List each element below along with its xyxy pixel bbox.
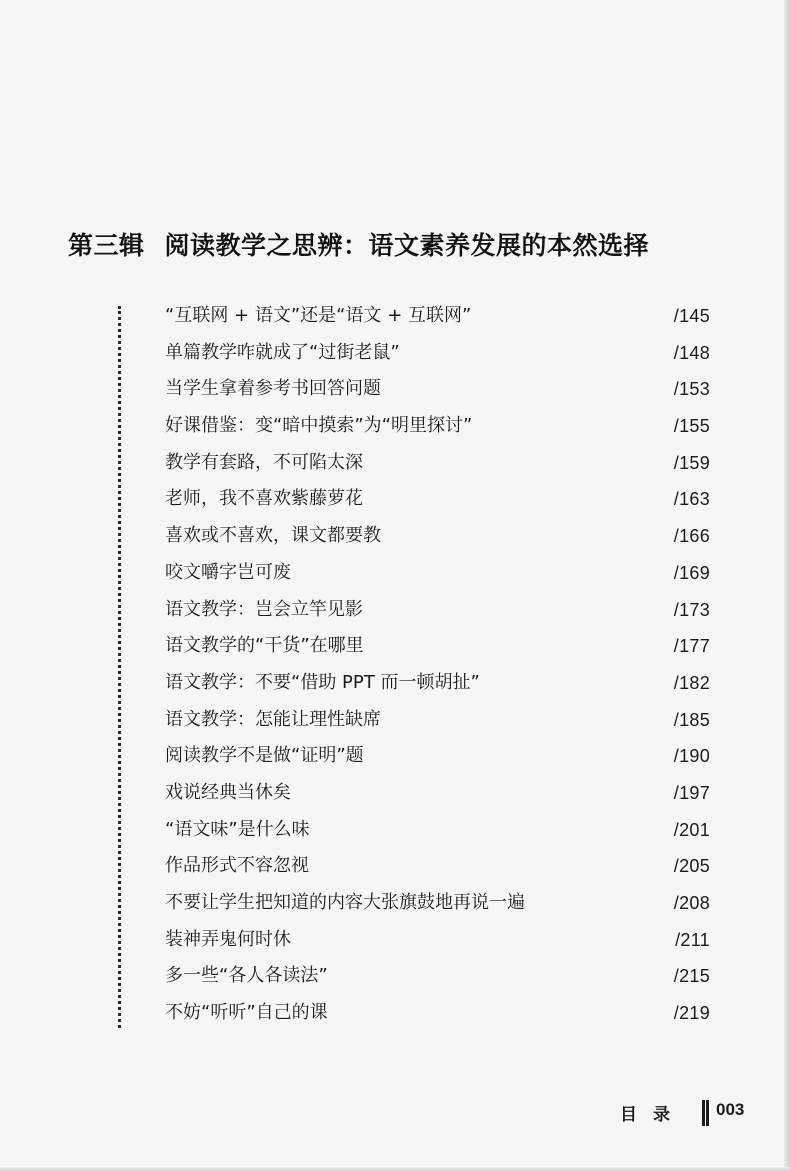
toc-entry-title: 多一些“各人各读法” — [165, 965, 328, 987]
toc-entry[interactable] — [165, 481, 710, 518]
toc-entry[interactable] — [165, 335, 710, 372]
toc-entry[interactable] — [165, 518, 710, 555]
toc-entry-title: 语文教学：不要“借助 PPT 而一顿胡扯” — [165, 671, 480, 693]
section-label: 第三辑 — [68, 231, 145, 260]
toc-entry-page: /201 — [673, 819, 710, 840]
page-bottom-edge — [0, 1167, 790, 1171]
toc-entry-page: /148 — [673, 342, 710, 363]
toc-entry[interactable] — [165, 665, 710, 702]
toc-entry-page: /145 — [673, 306, 710, 326]
toc-entry[interactable] — [165, 885, 710, 922]
toc-entry-page: /211 — [675, 929, 710, 950]
toc-entry-title: 好课借鉴：变“暗中摸索”为“明里探讨” — [165, 415, 473, 437]
toc-entry[interactable] — [165, 738, 710, 775]
footer-page-number: 003 — [716, 1100, 745, 1119]
table-of-contents — [165, 298, 710, 1032]
page-edge-shadow — [784, 0, 790, 1171]
toc-entry-page: /185 — [673, 709, 710, 730]
toc-entry-title: 阅读教学不是做“证明”题 — [165, 745, 364, 767]
toc-entry-page: /182 — [673, 672, 710, 693]
toc-entry-page: /177 — [673, 636, 710, 657]
toc-entry-page: /205 — [673, 856, 710, 877]
toc-entry-title: 喜欢或不喜欢，课文都要教 — [165, 525, 381, 547]
toc-entry-title: 语文教学：岂会立竿见影 — [165, 598, 363, 620]
toc-entry[interactable] — [165, 408, 710, 445]
toc-entry-title: 语文教学：怎能让理性缺席 — [165, 708, 381, 730]
toc-entry[interactable] — [165, 628, 710, 665]
toc-entry-page: /163 — [673, 489, 710, 510]
toc-entry-page: /169 — [673, 562, 710, 583]
toc-entry-title: 教学有套路，不可陷太深 — [165, 451, 363, 473]
toc-entry[interactable] — [165, 702, 710, 739]
toc-entry-page: /197 — [673, 782, 710, 803]
toc-entry-title: “语文味”是什么味 — [165, 818, 310, 840]
toc-entry-page: /153 — [673, 379, 710, 400]
toc-entry[interactable] — [165, 995, 710, 1032]
toc-entry-page: /215 — [673, 966, 710, 987]
footer-label: 目录 — [620, 1105, 686, 1125]
toc-entry-title: 单篇教学咋就成了“过街老鼠” — [165, 341, 400, 363]
toc-entry-title: 不妨“听听”自己的课 — [165, 1002, 328, 1024]
toc-entry-page: /173 — [673, 599, 710, 620]
toc-entry-page: /190 — [673, 746, 710, 767]
toc-entry[interactable] — [165, 371, 710, 408]
section-title-text: 阅读教学之思辨：语文素养发展的本然选择 — [164, 231, 650, 260]
footer-separator-bars — [702, 1100, 709, 1126]
toc-entry-title: 装神弄鬼何时休 — [165, 928, 291, 950]
toc-entry-title: 不要让学生把知道的内容大张旗鼓地再说一遍 — [165, 892, 525, 913]
toc-entry-page: /166 — [673, 526, 710, 547]
toc-entry[interactable] — [165, 555, 710, 592]
toc-entry[interactable] — [165, 298, 710, 335]
toc-entry-title: 当学生拿着参考书回答问题 — [165, 378, 381, 400]
toc-entry-page: /159 — [673, 452, 710, 473]
toc-entry-title: 戏说经典当休矣 — [165, 781, 291, 803]
toc-entry[interactable] — [165, 775, 710, 812]
toc-entry-title: 作品形式不容忽视 — [165, 855, 309, 877]
toc-entry-title: 老师，我不喜欢紫藤萝花 — [165, 488, 363, 510]
toc-entry[interactable] — [165, 445, 710, 482]
toc-entry[interactable] — [165, 848, 710, 885]
dotted-divider — [118, 306, 121, 1028]
toc-entry-page: /219 — [673, 1003, 710, 1024]
toc-entry-title: “互联网 + 语文”还是“语文 + 互联网” — [165, 305, 472, 326]
toc-entry[interactable] — [165, 958, 710, 995]
section-heading — [68, 226, 649, 262]
toc-entry-title: 语文教学的“干货”在哪里 — [165, 635, 364, 657]
toc-entry-title: 咬文嚼字岂可废 — [165, 561, 291, 583]
toc-entry[interactable] — [165, 922, 710, 959]
toc-entry-page: /208 — [673, 893, 710, 913]
toc-entry[interactable] — [165, 812, 710, 849]
toc-entry[interactable] — [165, 592, 710, 629]
toc-entry-page: /155 — [673, 416, 710, 437]
